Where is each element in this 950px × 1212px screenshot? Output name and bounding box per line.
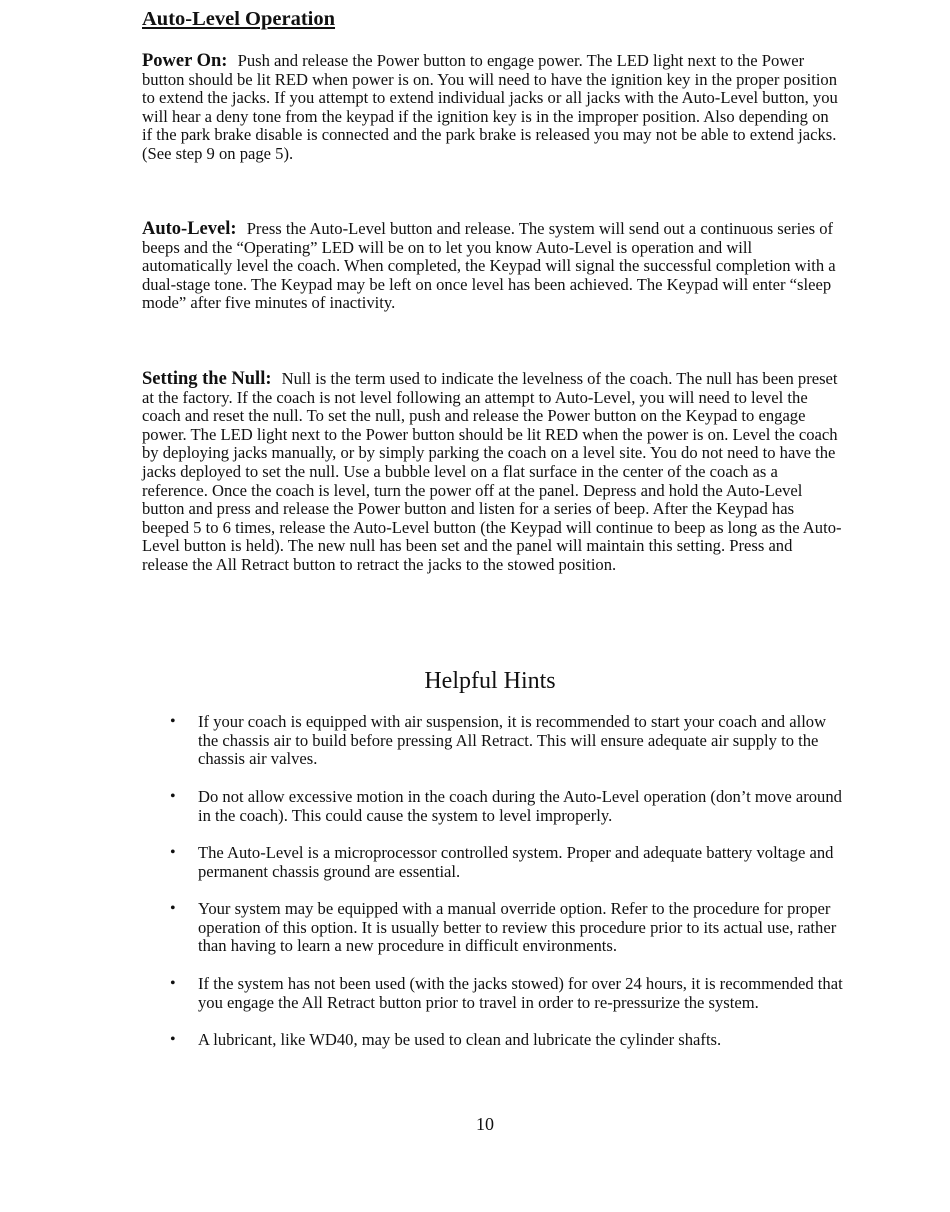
hint-text: If the system has not been used (with the jacks stowed) for over 24 hours, it is recommended that you engage the All Retract button prior to travel in order to re-pressurize the system. [198,974,843,1012]
section-auto-level [142,220,842,313]
bullet-icon: • [170,1031,176,1048]
page-title: Auto-Level Operation [142,8,336,30]
hint-list-item [170,974,843,1012]
hint-list-item [170,712,843,769]
hint-text: A lubricant, like WD40, may be used to clean and lubricate the cylinder shafts. [198,1030,722,1049]
bullet-icon: • [170,713,176,730]
section-setting-null [142,370,842,575]
hint-text: The Auto-Level is a microprocessor controlled system. Proper and adequate battery voltage and permanent chassis ground are essential. [198,843,834,881]
bullet-icon: • [170,788,176,805]
section-heading-power-on: Power On: [142,51,228,71]
section-heading-auto-level: Auto-Level: [142,219,237,239]
bullet-icon: • [170,900,176,917]
hint-text: Do not allow excessive motion in the coach during the Auto-Level operation (don’t move around in the coach). This could cause the system to level improperly. [198,787,842,825]
hint-text: Your system may be equipped with a manual override option. Refer to the procedure for proper operation of this option. It is usually better to review this procedure prior to its actual use, rather than having to learn a new procedure in difficult environments. [198,899,837,956]
section-power-on [142,52,842,164]
bullet-icon: • [170,844,176,861]
hint-list-item [170,1030,843,1050]
helpful-hints-heading: Helpful Hints [424,668,556,694]
hint-text: If your coach is equipped with air suspension, it is recommended to start your coach and allow the chassis air to build before pressing All Retract. This will ensure adequate air supply to the chassis air valves. [198,712,827,769]
hint-list-item [170,899,843,956]
section-body-power-on: Push and release the Power button to engage power. The LED light next to the Power button should be lit RED when power is on. You will need to have the ignition key in the proper position to extend the jacks. If you attempt to extend individual jacks or all jacks with the Auto-Level button, you will hear a deny tone from the keypad if the ignition key is in the improper position. Also depending on if the park brake disable is connected and the park brake is released you may not be able to extend jacks. (See step 9 on page 5). [142,51,838,163]
section-body-auto-level: Press the Auto-Level button and release. The system will send out a continuous series of beeps and the “Operating” LED will be on to let you know Auto-Level is operation and will automatically level the coach. When completed, the Keypad will signal the successful completion with a dual-stage tone. The Keypad may be left on once level has been achieved. The Keypad will enter “sleep mode” after five minutes of inactivity. [142,219,836,313]
bullet-icon: • [170,975,176,992]
section-heading-setting-null: Setting the Null: [142,369,272,389]
page-number: 10 [476,1114,494,1134]
hint-list-item [170,787,843,825]
section-body-setting-null: Null is the term used to indicate the levelness of the coach. The null has been preset at the factory. If the coach is not level following an attempt to Auto-Level, you will need to level the coach and reset the null. To set the null, push and release the Power button on the Keypad to engage power. The LED light next to the Power button should be lit RED when the power is on. Level the coach by deploying jacks manually, or by simply parking the coach on a level site. You do not need to have the jacks deployed to set the null. Use a bubble level on a flat surface in the center of the coach as a reference. Once the coach is level, turn the power off at the panel. Depress and hold the Auto-Level button and press and release the Power button and listen for a series of beep. After the Keypad has beeped 5 to 6 times, release the Auto-Level button (the Keypad will continue to beep as long as the Auto-Level button is held). The new null has been set and the panel will maintain this setting. Press and release the All Retract button to retract the jacks to the stowed position. [142,369,842,574]
hint-list-item [170,843,843,881]
